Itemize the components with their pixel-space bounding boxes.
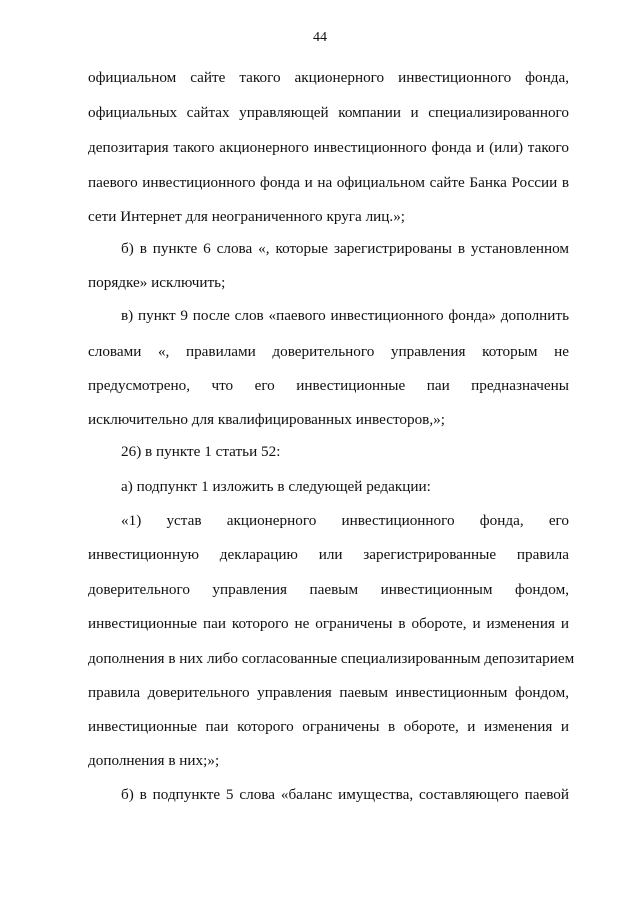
text-line: правила доверительного управления паевым инвестиционным фондом, bbox=[88, 684, 569, 701]
text-line: а) подпункт 1 изложить в следующей редакции: bbox=[121, 478, 431, 495]
text-line: дополнения в них либо согласованные специализированным депозитарием bbox=[88, 650, 575, 667]
text-line: официальном сайте такого акционерного инвестиционного фонда, bbox=[88, 69, 569, 86]
text-line: 26) в пункте 1 статьи 52: bbox=[121, 443, 281, 460]
text-line: инвестиционные паи которого не ограничены в обороте, и изменения и bbox=[88, 615, 569, 632]
text-line: дополнения в них;»; bbox=[88, 752, 220, 769]
text-line: порядке» исключить; bbox=[88, 274, 226, 291]
text-line: б) в пункте 6 слова «, которые зарегистрированы в установленном bbox=[121, 240, 569, 257]
text-line: «1) устав акционерного инвестиционного фонда, его bbox=[121, 512, 569, 529]
text-line: сети Интернет для неограниченного круга лиц.»; bbox=[88, 208, 406, 225]
text-line: депозитария такого акционерного инвестиционного фонда и (или) такого bbox=[88, 139, 569, 156]
text-line: предусмотрено, что его инвестиционные паи предназначены bbox=[88, 377, 569, 394]
text-line: словами «, правилами доверительного управления которым не bbox=[88, 343, 569, 360]
text-line: исключительно для квалифицированных инвесторов,»; bbox=[88, 411, 445, 428]
text-line: инвестиционную декларацию или зарегистрированные правила bbox=[88, 546, 569, 563]
text-line: в) пункт 9 после слов «паевого инвестиционного фонда» дополнить bbox=[121, 307, 569, 324]
text-line: доверительного управления паевым инвестиционным фондом, bbox=[88, 581, 569, 598]
page-number: 44 bbox=[313, 30, 327, 45]
text-line: официальных сайтах управляющей компании и специализированного bbox=[88, 104, 569, 121]
text-line: инвестиционные паи которого ограничены в обороте, и изменения и bbox=[88, 718, 569, 735]
text-line: б) в подпункте 5 слова «баланс имущества, составляющего паевой bbox=[121, 786, 569, 803]
text-line: паевого инвестиционного фонда и на официальном сайте Банка России в bbox=[88, 174, 569, 191]
